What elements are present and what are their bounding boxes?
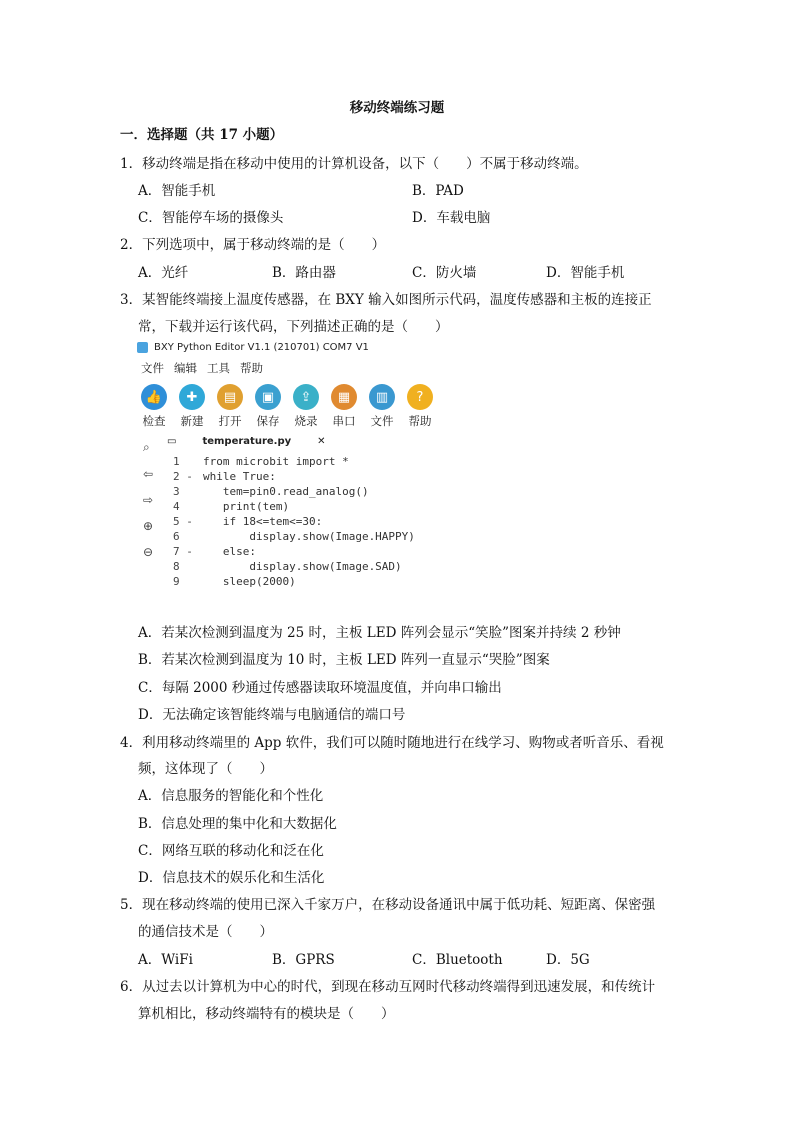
code-line: 7 - else:	[173, 545, 256, 558]
code-line: 9 sleep(2000)	[173, 575, 296, 588]
redo-icon[interactable]: ⇨	[143, 493, 154, 507]
bxy-logo-icon	[137, 342, 148, 353]
question-2-stem: 2．下列选项中，属于移动终端的是（ ）	[120, 237, 386, 253]
editor-toolbar	[139, 384, 435, 429]
editor-menu-bar	[141, 360, 263, 376]
file-icon: ▥	[369, 384, 395, 410]
upload-icon: ⇪	[293, 384, 319, 410]
q2-option-b: B．路由器	[272, 265, 336, 281]
menu-edit[interactable]: 编辑	[174, 361, 197, 375]
q4-option-d: D．信息技术的娱乐化和生活化	[138, 870, 325, 886]
q1-option-a: A．智能手机	[138, 183, 216, 199]
code-line: 6 display.show(Image.HAPPY)	[173, 530, 415, 543]
q1-option-d: D．车载电脑	[412, 210, 491, 226]
question-6-stem-line2: 算机相比，移动终端特有的模块是（ ）	[138, 1006, 395, 1022]
question-6-stem-line1: 6．从过去以计算机为中心的时代，到现在移动互网时代移动终端得到迅速发展，和传统计	[120, 979, 656, 995]
q4-option-c: C．网络互联的移动化和泛在化	[138, 843, 324, 859]
question-1-stem: 1．移动终端是指在移动中使用的计算机设备，以下（ ）不属于移动终端。	[120, 156, 588, 172]
serial-icon: ▦	[331, 384, 357, 410]
tool-new-button[interactable]: ✚ 新建	[177, 384, 207, 429]
question-5-stem-line2: 的通信技术是（ ）	[138, 924, 273, 940]
code-line: 8 display.show(Image.SAD)	[173, 560, 402, 573]
code-line: 4 print(tem)	[173, 500, 290, 513]
folder-icon: ▤	[217, 384, 243, 410]
menu-tools[interactable]: 工具	[207, 361, 230, 375]
q3-option-d: D．无法确定该智能终端与电脑通信的端口号	[138, 707, 406, 723]
question-5-stem-line1: 5．现在移动终端的使用已深入千家万户，在移动设备通讯中属于低功耗、短距离、保密强	[120, 897, 656, 913]
new-file-icon: ✚	[179, 384, 205, 410]
file-tab-icon: ▭	[167, 436, 177, 447]
q5-option-a: A．WiFi	[138, 952, 193, 968]
q5-option-d: D．5G	[546, 952, 590, 968]
help-icon: ?	[407, 384, 433, 410]
q3-option-b: B．若某次检测到温度为 10 时，主板 LED 阵列一直显示“哭脸”图案	[138, 652, 550, 668]
q5-option-b: B．GPRS	[272, 952, 335, 968]
q2-option-d: D．智能手机	[546, 265, 625, 281]
thumbs-up-icon: 👍	[141, 384, 167, 410]
q5-option-c: C．Bluetooth	[412, 952, 503, 968]
save-icon: ▣	[255, 384, 281, 410]
tool-serial-button[interactable]: ▦ 串口	[329, 384, 359, 429]
tool-save-button[interactable]: ▣ 保存	[253, 384, 283, 429]
section-heading: 一．选择题（共 17 小题）	[120, 127, 284, 143]
q4-option-b: B．信息处理的集中化和大数据化	[138, 816, 337, 832]
q3-option-a: A．若某次检测到温度为 25 时，主板 LED 阵列会显示“笑脸”图案并持续 2 秒钟	[138, 625, 621, 641]
bxy-editor-screenshot	[137, 340, 457, 595]
code-line: 2 - while True:	[173, 470, 276, 483]
close-icon[interactable]: ✕	[317, 436, 326, 447]
question-4-stem-line2: 频，这体现了（ ）	[138, 761, 273, 777]
code-line: 5 - if 18<=tem<=30:	[173, 515, 323, 528]
q2-option-c: C．防火墙	[412, 265, 477, 281]
tool-check-button[interactable]: 👍 检查	[139, 384, 169, 429]
page-title: 移动终端练习题	[349, 100, 445, 116]
q3-option-c: C．每隔 2000 秒通过传感器读取环境温度值，并向串口输出	[138, 680, 502, 696]
menu-file[interactable]: 文件	[141, 361, 164, 375]
tab-filename: temperature.py	[202, 436, 292, 447]
tool-file-button[interactable]: ▥ 文件	[367, 384, 397, 429]
tool-help-button[interactable]: ? 帮助	[405, 384, 435, 429]
editor-side-tools	[143, 440, 153, 559]
question-3-stem-line2: 常，下载并运行该代码，下列描述正确的是（ ）	[138, 319, 449, 335]
question-4-stem-line1: 4．利用移动终端里的 App 软件，我们可以随时随地进行在线学习、购物或者听音乐、看视	[120, 735, 664, 751]
question-3-stem-line1: 3．某智能终端接上温度传感器，在 BXY 输入如图所示代码，温度传感器和主板的连接正	[120, 292, 652, 308]
q1-option-c: C．智能停车场的摄像头	[138, 210, 284, 226]
search-icon[interactable]: ⌕	[143, 440, 150, 454]
tool-flash-button[interactable]: ⇪ 烧录	[291, 384, 321, 429]
editor-tab[interactable]	[167, 436, 326, 447]
code-area[interactable]	[173, 454, 415, 589]
q2-option-a: A．光纤	[138, 265, 189, 281]
menu-help[interactable]: 帮助	[240, 361, 263, 375]
q4-option-a: A．信息服务的智能化和个性化	[138, 788, 324, 804]
editor-window-title: BXY Python Editor V1.1 (210701) COM7 V1	[154, 342, 369, 353]
code-line: 3 tem=pin0.read_analog()	[173, 485, 369, 498]
zoom-out-icon[interactable]: ⊖	[143, 545, 154, 559]
q1-option-b: B．PAD	[412, 183, 464, 199]
code-line: 1 from microbit import *	[173, 455, 349, 468]
undo-icon[interactable]: ⇦	[143, 467, 154, 481]
tool-open-button[interactable]: ▤ 打开	[215, 384, 245, 429]
zoom-in-icon[interactable]: ⊕	[143, 519, 154, 533]
